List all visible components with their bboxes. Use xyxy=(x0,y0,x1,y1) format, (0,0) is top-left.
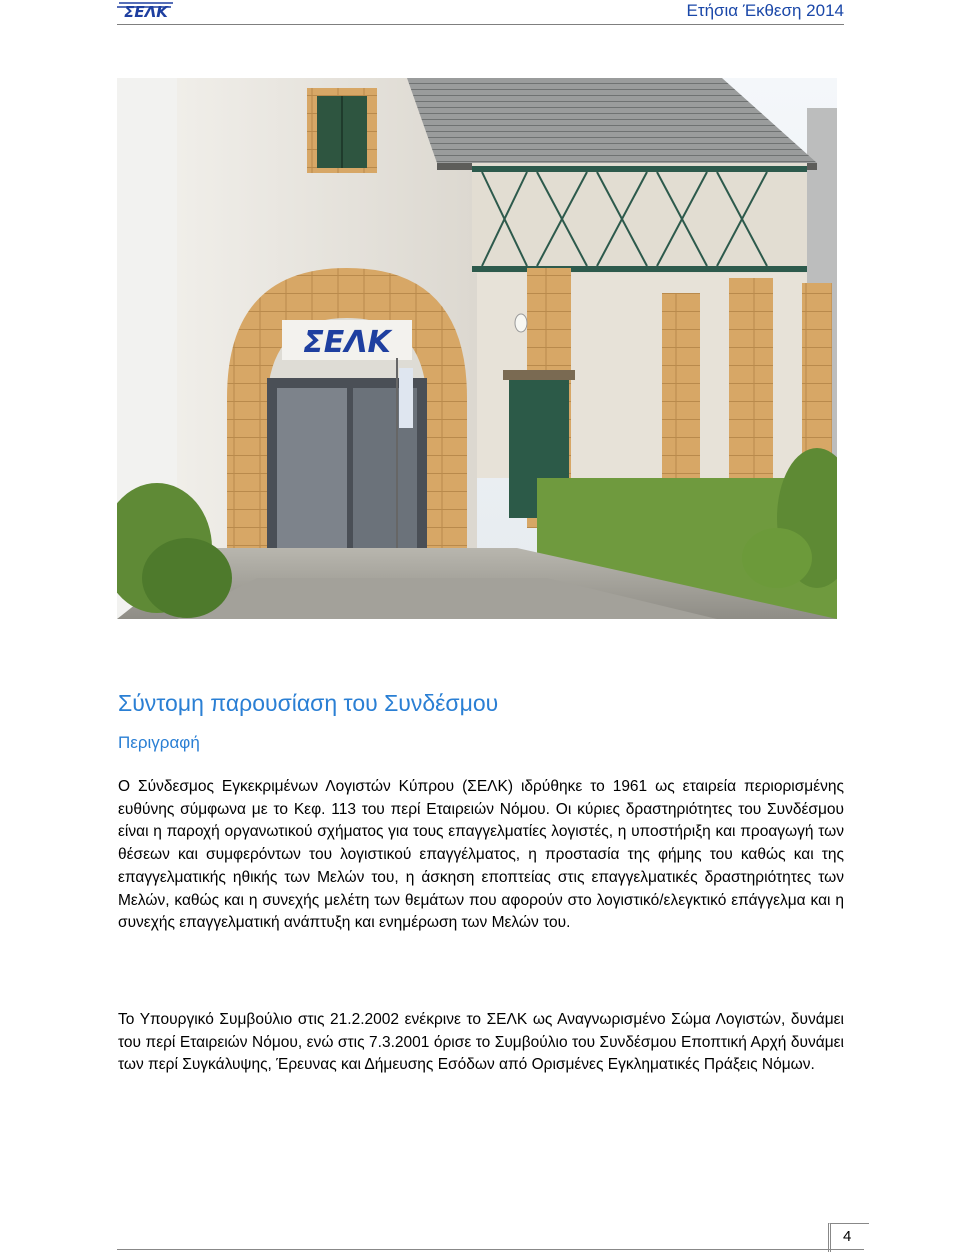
subheading-description: Περιγραφή xyxy=(118,733,200,752)
selk-logo xyxy=(117,0,175,20)
paragraph-recognition: Το Υπουργικό Συμβούλιο στις 21.2.2002 ενέκρινε το ΣΕΛΚ ως Αναγνωρισμένο Σώμα Λογιστών, δυνάμει του περί Εταιρειών Νόμου, ενώ στις 7.3.2001 όρισε το Συμβούλιο του Συνδέσμου Εποπτική Αρχή δυνάμει των περί Συγκάλυψης, Έρευνας και Δήμευσης Εσόδων από Ορισμένες Εγκληματικές Πράξεις Νόμων. xyxy=(118,1011,844,1074)
photo-sign-text: ΣΕΛΚ xyxy=(303,325,391,360)
header-divider xyxy=(117,24,844,25)
svg-text:ΣΕΛΚ: ΣΕΛΚ xyxy=(124,3,168,20)
building-photo xyxy=(117,78,837,619)
paragraph-description: Ο Σύνδεσμος Εγκεκριμένων Λογιστών Κύπρου (ΣΕΛΚ) ιδρύθηκε το 1961 ως εταιρεία περιορισμένης ευθύνης σύμφωνα με το Κεφ. 113 του περί Εταιρειών Νόμου. Οι κύριες δραστηριότητες του Συνδέσμου είναι η παροχή οργανωτικού σχήματος για τους επαγγελματίες λογιστές, η υποστήριξη και προαγωγή των θέσεων και συμφερόντων του λογιστικού επαγγέλματος, η προστασία της φήμης του καθώς και της επαγγελματικής ηθικής των Μελών του, η άσκηση εποπτείας στις επαγγελματικές δραστηριότητες των Μελών, καθώς και η συνεχής μελέτη των θεμάτων που αφορούν στο λογιστικό/ελεγκτικό επάγγελμα και η συνεχής επαγγελματική ανάπτυξη και ενημέρωση των Μελών του. xyxy=(118,778,844,932)
report-title: Ετήσια Έκθεση 2014 xyxy=(686,1,844,20)
footer-divider xyxy=(117,1249,864,1250)
section-title: Σύντομη παρουσίαση του Συνδέσμου xyxy=(118,690,499,716)
page-number-box xyxy=(828,1223,869,1252)
page-number: 4 xyxy=(843,1228,852,1245)
page-header xyxy=(0,0,960,26)
